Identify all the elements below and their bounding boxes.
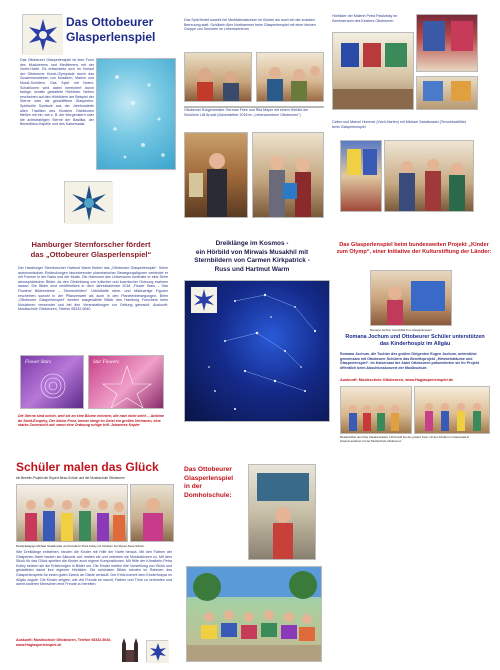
flower-stars-card [20,355,84,409]
star-logo-top [22,14,62,54]
bundes-body: Romana Jochum, die Tochter des großen Dirigenten Eugen Jochum, unterstützt gemeinsam mit Ottobeurer Schülern das Benefizprojekt „Himmelsträume und Glasperlenspiel“. Im Kaisersaal der Abtei Ottobeuren präsentierten sie ihr Projekt öffentlich beim Abschlusskonzert der Musikschule. [340,352,480,370]
photo-kaisersaal-left [340,386,412,434]
blue-harp-image [96,58,176,170]
col2-text-1: Das Spiel findet sowohl bei Meditationskursen im Kloster als auch bei der sozialen Betreuung statt. Schülerin Alex Northammer beim Glasperlenspiel mit einer kleinen Gruppe von Senioren im Lebenszentrum. [184,18,316,32]
card-text-star-flowers: Star Flowers [93,360,119,365]
photo-seminar-room-right [416,76,478,110]
title-line-2: Glasperlenspiel [66,30,156,44]
hamburg-quote: Die Sterne sind schön, weil sie an eine Blume erinnern, die man nicht sieht ... Antoine de Saint-Exupéry, Der kleine Prinz. Immer steigt im Geist ein großes Vertrauen, eine starke Zuversicht auf: wenn eine Ordnung ruhige tritt. Johannes Kepler [18,414,165,428]
intro-text [20,58,94,170]
cosmos-image [184,280,330,422]
photo-seminar-room [332,32,414,110]
star-logo-bottom [64,181,112,223]
schueler-subtitle: ein Benefiz-Projekt der Rupert-Ness-Schule und der Musikschule Ottobeuren [16,476,125,480]
hamburg-title: Hamburger Sternforscher fördert das „Ottobeurer Glasperlenspiel“ [30,240,152,259]
photo-domschule-class [186,566,322,662]
basilika-silhouette [120,636,140,662]
page-title [66,15,176,45]
card-text-flower-stars: Flower Stars [25,360,51,365]
photo-schueler-girl [130,484,174,542]
photo-seniors-left [184,52,252,102]
schueler-title: Schüler malen das Glück [16,460,159,474]
schueler-auskunft: Auskunft: Musikschule Ottobeuren, Telefon 08332-5640, www.Hoglasperlenspiel.de [16,638,112,647]
photo-romana-jochum [370,270,452,326]
schueler-body: Wie Dreiklänge entstehen, fanden die Kinder mit Hilfe der Harfe heraus. Mit den Farben der Glasperlen-Harfe bauten sie Akkorde auf, malten sie und ordneten sie Musikstücken zu. Mit dem Stück für das Glück spielten die Kinder auch eigene Kompositionen. Mit Hilfe der Künstlerin Petra Kolley setzten sie die Erfahrungen in Bilder um. Die Kinder malten ihre Vorstellung von Glück und gestalteten damit ihre eigenen Hörbilder. Die schönsten Bilder werden im Rahmen des Glasperlenspiels für einen guten Zweck an Gäste verkauft. Der Erlös kommt dem Kinderhospiz im Allgäu zugute. Die Kinder zeigten, wie viel Freude es macht, Farben und Töne zu verbinden und damit anderen Menschen eine Freude zu bereiten. [16,550,172,587]
photo-harps-left [340,140,382,212]
photo-seniors-right [256,52,324,102]
photo-kaisersaal-right [414,386,490,434]
col2-text-2: Ottobeurer Bürgermeister German Fries und Rita Mayer mit einem Hörbild der Schülerin Lilli Arnold (Adventsfeier 2018 im „Lebenszentrum Ottobeuren“) [184,108,309,117]
bundes-title-2: Romana Jochum und Ottobeurer Schüler unterstützen das Kinderhospiz im Allgäu [345,334,485,347]
bundes-caption: Romana Jochum mit Hörbild zum Glasperlenspiel [370,328,432,332]
star-flowers-card [88,355,164,409]
klaenge-title: Dreiklänge im Kosmos - ein Hörbild von Mirwais Musakhil mit Sternbildern von Carmen Kirkpatrick - Russ und Hartmut Warm [194,240,310,273]
star-icon [23,15,63,55]
church-icon [120,636,140,662]
col3-text-1: Hörbilder der Malerin Petra Pawlofsky im Seminarraum des Klosters Ottobeuren [332,14,398,23]
photo-mayor-right [252,132,324,218]
title-line-1: Das Ottobeurer [66,15,154,29]
bundes-auskunft: Auskunft: Musikschule Ottobeuren, www.Hoglasperlenspiel.de [340,378,454,382]
schueler-caption: Musikpädagoge Michael Swiatkowski und Künstlerin Petra Kolley mit Schülern der Rupert-Ness-Schule [16,544,144,548]
domschule-title: Das Ottobeurer Glasperlenspiel in der Domholschule: [184,466,234,499]
bundes-title: Das Glasperlenspiel beim bundesweiten Projekt „Kinder zum Olymp“, einer Initiative der Kulturstiftung der Länder: [336,242,492,256]
compass-star-icon [65,182,113,224]
star-logo-footer [146,640,168,662]
intro-paragraph: Das Ottobeurer Glasperlenspiel ist eine Form des Musizierens und Meditierens mit der Voeht-Harfe. Es entwickelte sich im Vorlauf der Ottobeurer Kunst-Olympiade durch das Zusammenwirken von Musikern, Malern und Musik-Schülern. Das Spiel mit Noten-Schablonen wird dabei bereichert durch farbige, kreativ gestaltete Hörbilder. Neben erscheinen auf den Hörbildern am Beispiel der Sterne oder als geschliffene Glasperlen. Spirituelle Symbole aus der Jahrhunderte alten Tradition des Klosters Ottobeuren fließen mit ein, wie z. B. der Morgenstern oder die achtstrahligen Sterne der Basilika, der Benediktus-Kapelle und des Kaisersaals. [20,58,94,127]
starfield [185,281,330,422]
photo-harps-right [384,140,474,212]
photo-schueler-group [16,484,128,542]
photo-domschule-teacher [248,464,316,560]
photo-mayor-left [184,132,248,218]
bundes-caption-2: Musikschüler aus Frau Claudia Häcker, Lilli Arnold bei der großen Feier mit den Kindern im Kaisersaal in Zusammenarbeit mit der Musikschule Ottobeuren [340,435,470,443]
star-icon-small [147,641,169,663]
photo-seminar-room-left [416,14,478,72]
hamburg-body: Der Hamburger Sternforscher Hartmut Warm fördert das „Ottobeurer Glasperlenspiel“. Seine astronomischen Entdeckungen faszinierender planetarischer Bewegungsfiguren verbindet er mit Formen in der Natur und der Musik. Die Harmonie des Universums schenkte er eine Serie atmosphärischer Bilder, da den Gleichklang von irdischer und kosmischer Ordnung erahnen lassen. Die Bilder sind veröffentlicht in dem Jahreskalender 2018 „Flower Stars – Star Flowers/ Blütensterne – Sternenblüten“. Urbildhafte stern- und blütenartige Figuren erscheinen sowohl in der Pflanzenwelt als auch in den Planetenbewegungen. Beim „Ottobeurer Glasperlenspiel“ werden ausgewählte Bilder des Hamburg Forschers beim Musizieren verwendet und bei den Veranstaltungen zur Geltung gebracht. Auskunft: Musikschule Ottobeuren, Telefon 08332-5640 [18,266,168,312]
col3-text-2: Celine und Marcel Hummel (Voeh-Harfen) mit Michael Swiatkowski (Tenorblockflöte) beim Glasperlenspiel [332,120,467,129]
